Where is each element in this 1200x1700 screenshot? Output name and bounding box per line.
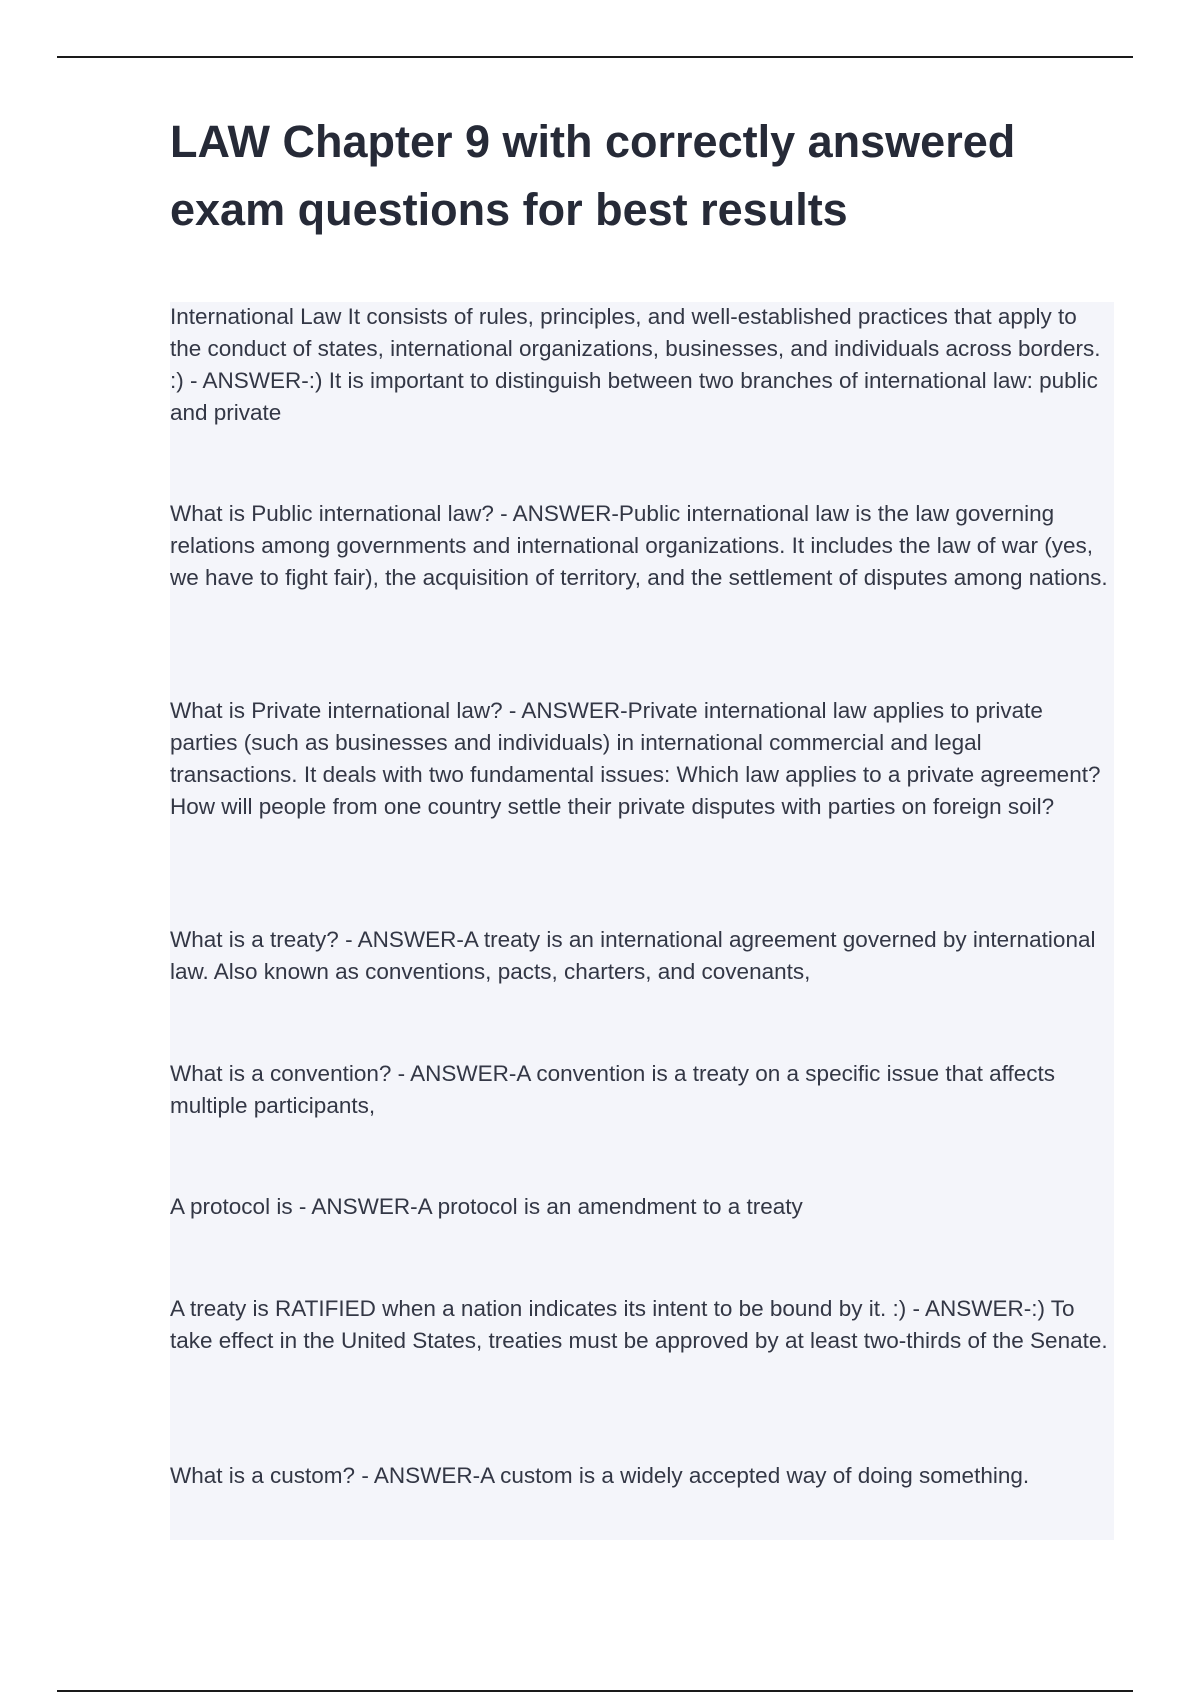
qa-item-custom: What is a custom? - ANSWER-A custom is a widely accepted way of doing something. xyxy=(170,1463,1030,1488)
document-title: LAW Chapter 9 with correctly answered exam questions for best results xyxy=(170,116,1016,235)
qa-item-private-international-law: What is Private international law? - ANSWER-Private international law applies to private parties (such as businesses and individuals) in international commercial and legal transactions. It deals with two fundamental issues: Which law applies to a private agreement? How will people from one country settle their private disputes with parties on foreign soil? xyxy=(170,698,1101,819)
qa-item-protocol: A protocol is - ANSWER-A protocol is an amendment to a treaty xyxy=(170,1194,803,1219)
qa-item-public-international-law: What is Public international law? - ANSWER-Public international law is the law governing relations among governments and international organizations. It includes the law of war (yes, we have to fight fair), the acquisition of territory, and the settlement of disputes among nations. xyxy=(170,501,1108,590)
top-rule xyxy=(57,56,1133,58)
qa-item-ratified-treaty: A treaty is RATIFIED when a nation indicates its intent to be bound by it. :) - ANSWER-:) To take effect in the United States, treaties must be approved by at least two-thirds of the Senate. xyxy=(170,1296,1108,1353)
qa-item-treaty: What is a treaty? - ANSWER-A treaty is an international agreement governed by international law. Also known as conventions, pacts, charters, and covenants, xyxy=(170,927,1096,984)
bottom-rule xyxy=(57,1690,1133,1692)
qa-item-convention: What is a convention? - ANSWER-A convention is a treaty on a specific issue that affects multiple participants, xyxy=(170,1061,1056,1118)
qa-item-international-law: International Law It consists of rules, principles, and well-established practices that apply to the conduct of states, international organizations, businesses, and individuals across borders. :) - ANSWER-:) It is important to distinguish between two branches of international law: public and private xyxy=(170,304,1101,425)
